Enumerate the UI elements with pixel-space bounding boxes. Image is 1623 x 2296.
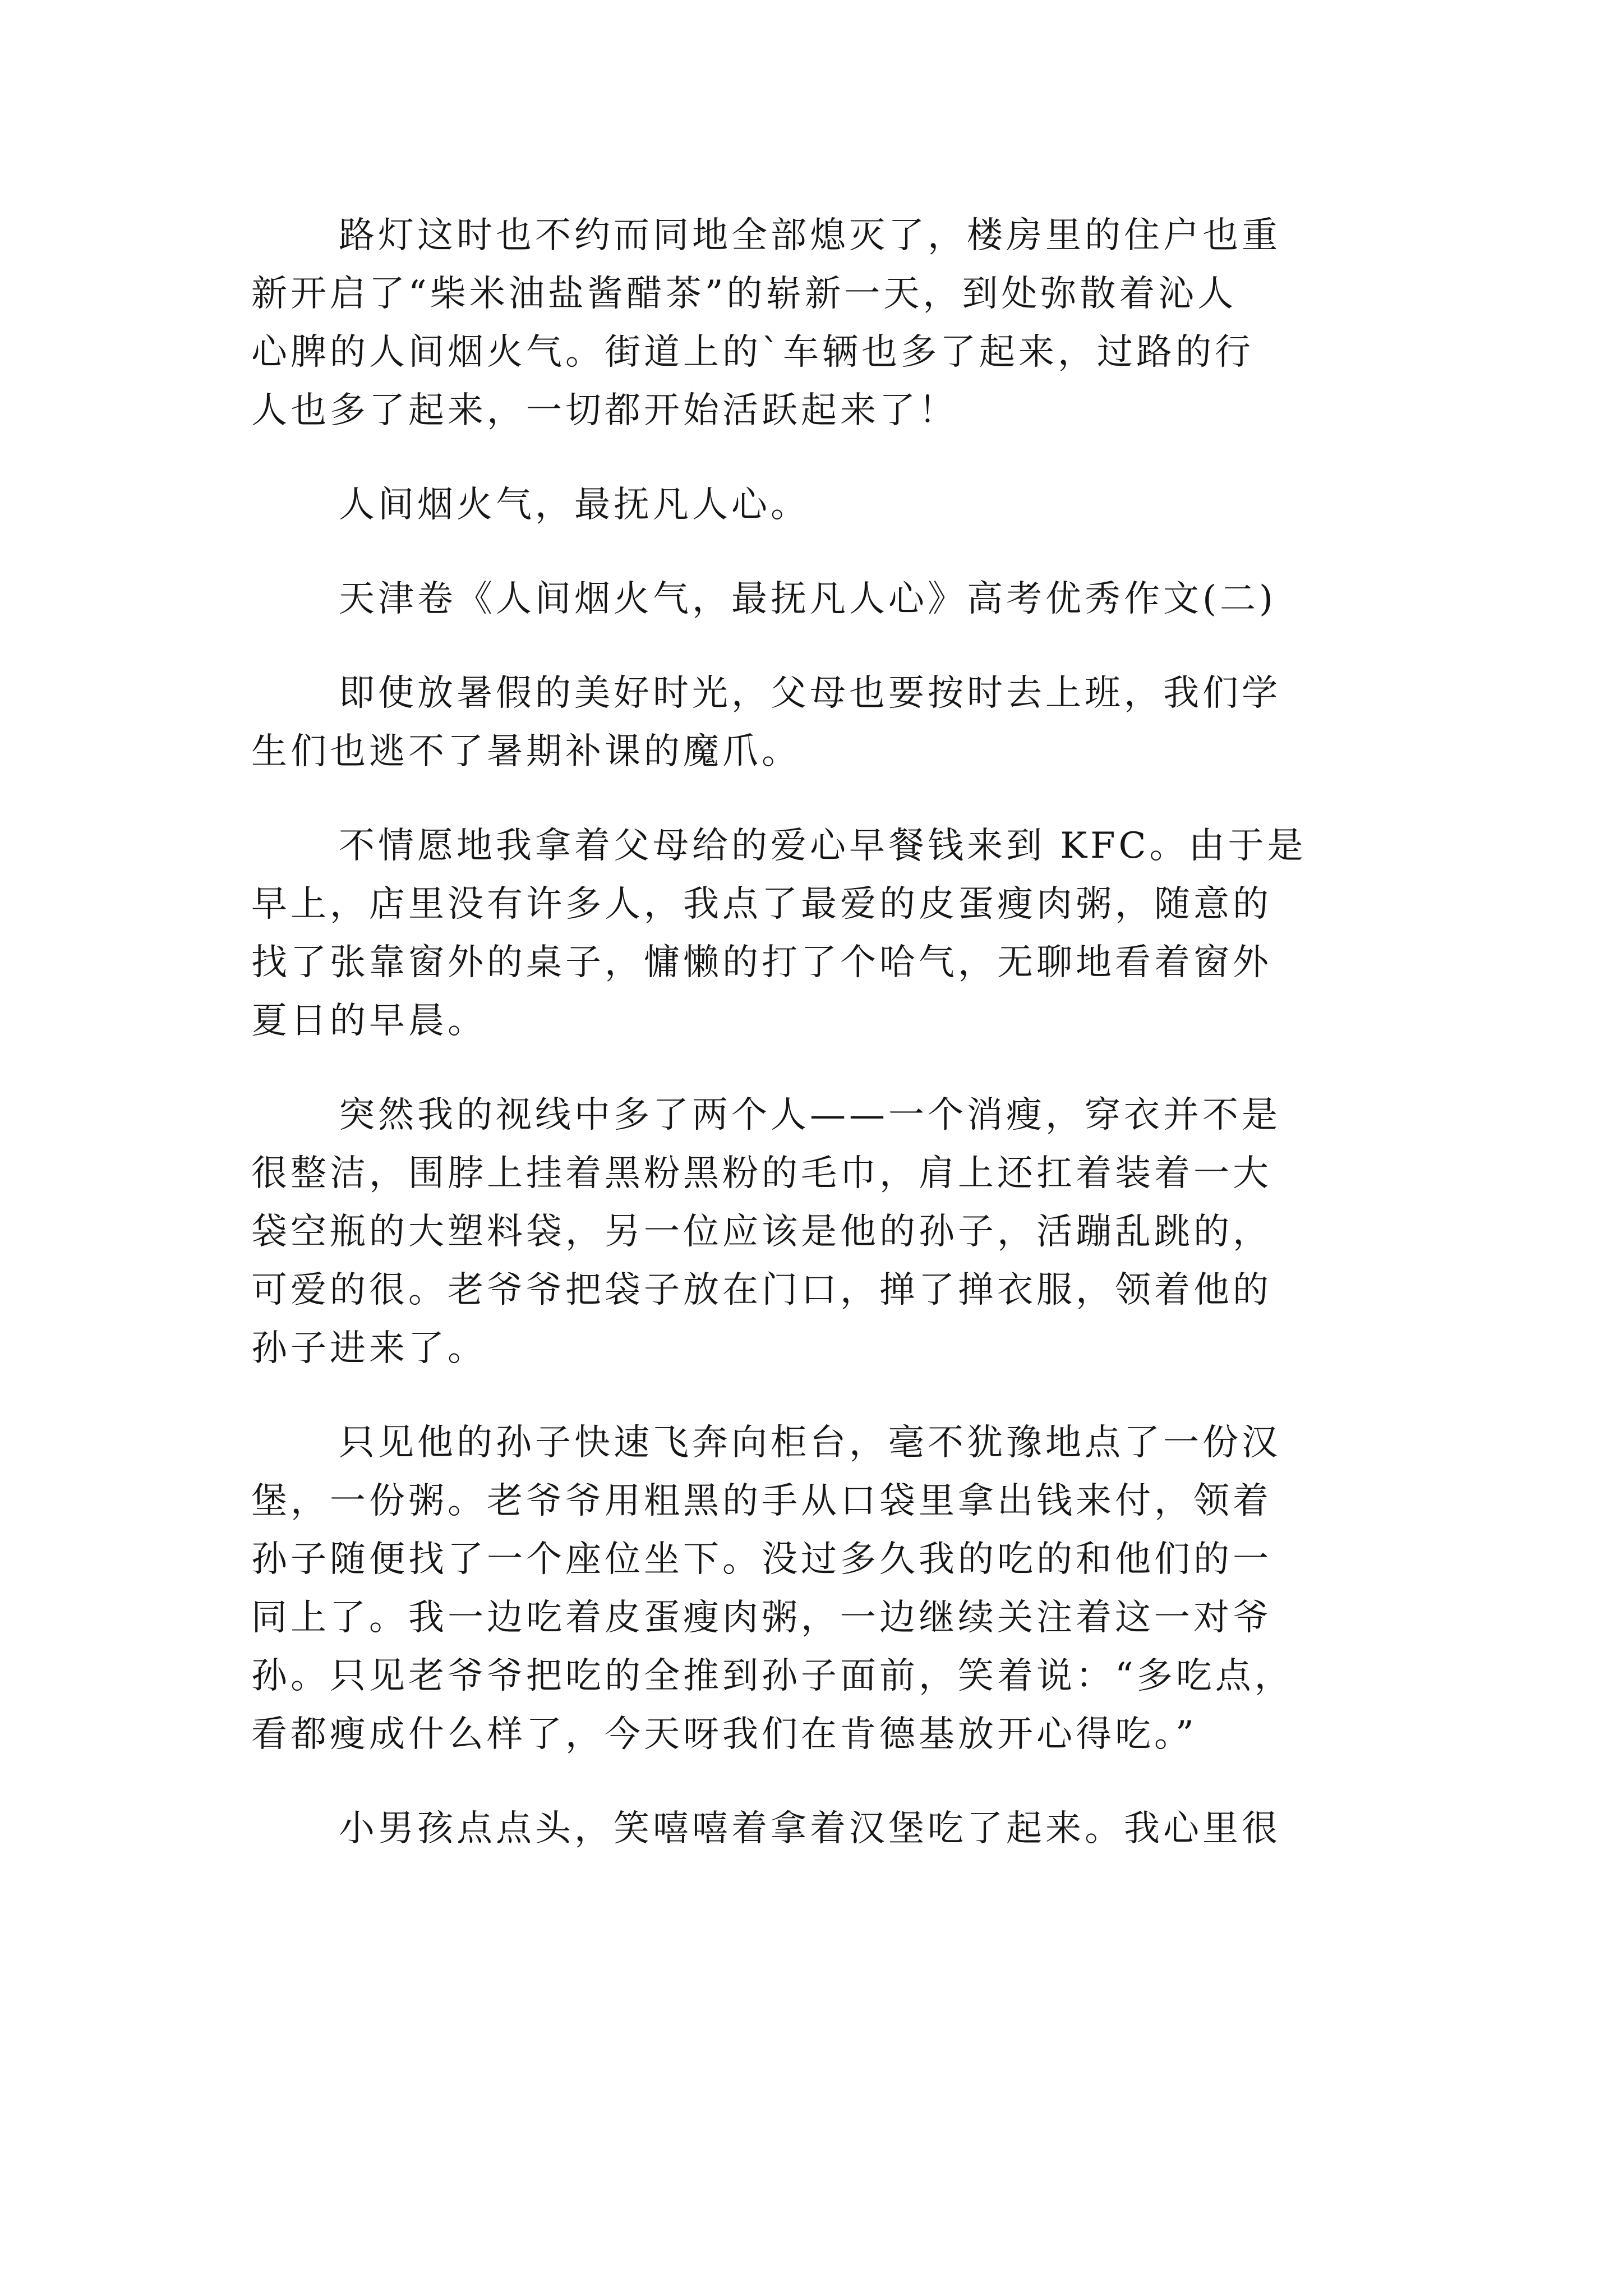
- text-line: 小男孩点点头，笑嘻嘻着拿着汉堡吃了起来。我心里很: [339, 1808, 1281, 1849]
- text-line: 人也多了起来，一切都开始活跃起来了！: [251, 390, 958, 431]
- paragraph-gap: [251, 534, 1390, 570]
- text-line: 人间烟火气，最抚凡人心。: [339, 484, 810, 526]
- text-line: 早上，店里没有许多人，我点了最爱的皮蛋瘦肉粥，随意的: [251, 884, 1272, 925]
- text-line: 看都瘦成什么样了，今天呀我们在肯德基放开心得吃。”: [251, 1714, 1197, 1755]
- paragraph-gap: [251, 628, 1390, 664]
- text-line: 可爱的很。老爷爷把袋子放在门口，掸了掸衣服，领着他的: [251, 1269, 1272, 1311]
- text-line: 突然我的视线中多了两个人——一个消瘦，穿衣并不是: [339, 1094, 1281, 1136]
- text-line: 找了张靠窗外的桌子，慵懒的打了个哈气，无聊地看着窗外: [251, 942, 1272, 983]
- paragraph-gap: [251, 781, 1390, 817]
- document-page: [251, 206, 1390, 1858]
- text-line: 孙子进来了。: [251, 1328, 487, 1369]
- paragraph: [251, 817, 1390, 1050]
- paragraph: [251, 1414, 1390, 1764]
- text-line: 同上了。我一边吃着皮蛋瘦肉粥，一边继续关注着这一对爷: [251, 1597, 1272, 1639]
- text-line: 不情愿地我拿着父母给的爱心早餐钱来到 KFC。由于是: [339, 825, 1307, 867]
- text-line: 只见他的孙子快速飞奔向柜台，毫不犹豫地点了一份汉: [339, 1422, 1281, 1464]
- text-line: 新开启了“柴米油盐酱醋茶”的崭新一天，到处弥散着沁人: [251, 273, 1237, 315]
- paragraph: [251, 206, 1390, 440]
- text-line: 天津卷《人间烟火气，最抚凡人心》高考优秀作文(二): [339, 578, 1276, 620]
- essay-title: [251, 570, 1390, 628]
- text-line: 即使放暑假的美好时光，父母也要按时去上班，我们学: [339, 673, 1281, 714]
- text-line: 堡，一份粥。老爷爷用粗黑的手从口袋里拿出钱来付，领着: [251, 1480, 1272, 1522]
- paragraph-gap: [251, 1050, 1390, 1086]
- paragraph: [251, 664, 1390, 781]
- text-line: 孙。只见老爷爷把吃的全推到孙子面前，笑着说：“多吃点，: [251, 1655, 1294, 1697]
- paragraph-gap: [251, 440, 1390, 476]
- text-line: 孙子随便找了一个座位坐下。没过多久我的吃的和他们的一: [251, 1539, 1272, 1580]
- paragraph-gap: [251, 1378, 1390, 1414]
- text-line: 生们也逃不了暑期补课的魔爪。: [251, 731, 801, 772]
- paragraph: [251, 1800, 1390, 1858]
- paragraph-gap: [251, 1764, 1390, 1800]
- text-line: 夏日的早晨。: [251, 1000, 487, 1042]
- text-line: 路灯这时也不约而同地全部熄灭了，楼房里的住户也重: [339, 215, 1281, 256]
- text-line: 袋空瓶的大塑料袋，另一位应该是他的孙子，活蹦乱跳的，: [251, 1211, 1272, 1253]
- paragraph: [251, 476, 1390, 534]
- paragraph: [251, 1086, 1390, 1378]
- text-line: 很整洁，围脖上挂着黑粉黑粉的毛巾，肩上还扛着装着一大: [251, 1153, 1272, 1194]
- text-line: 心脾的人间烟火气。街道上的`车辆也多了起来，过路的行: [251, 332, 1254, 373]
